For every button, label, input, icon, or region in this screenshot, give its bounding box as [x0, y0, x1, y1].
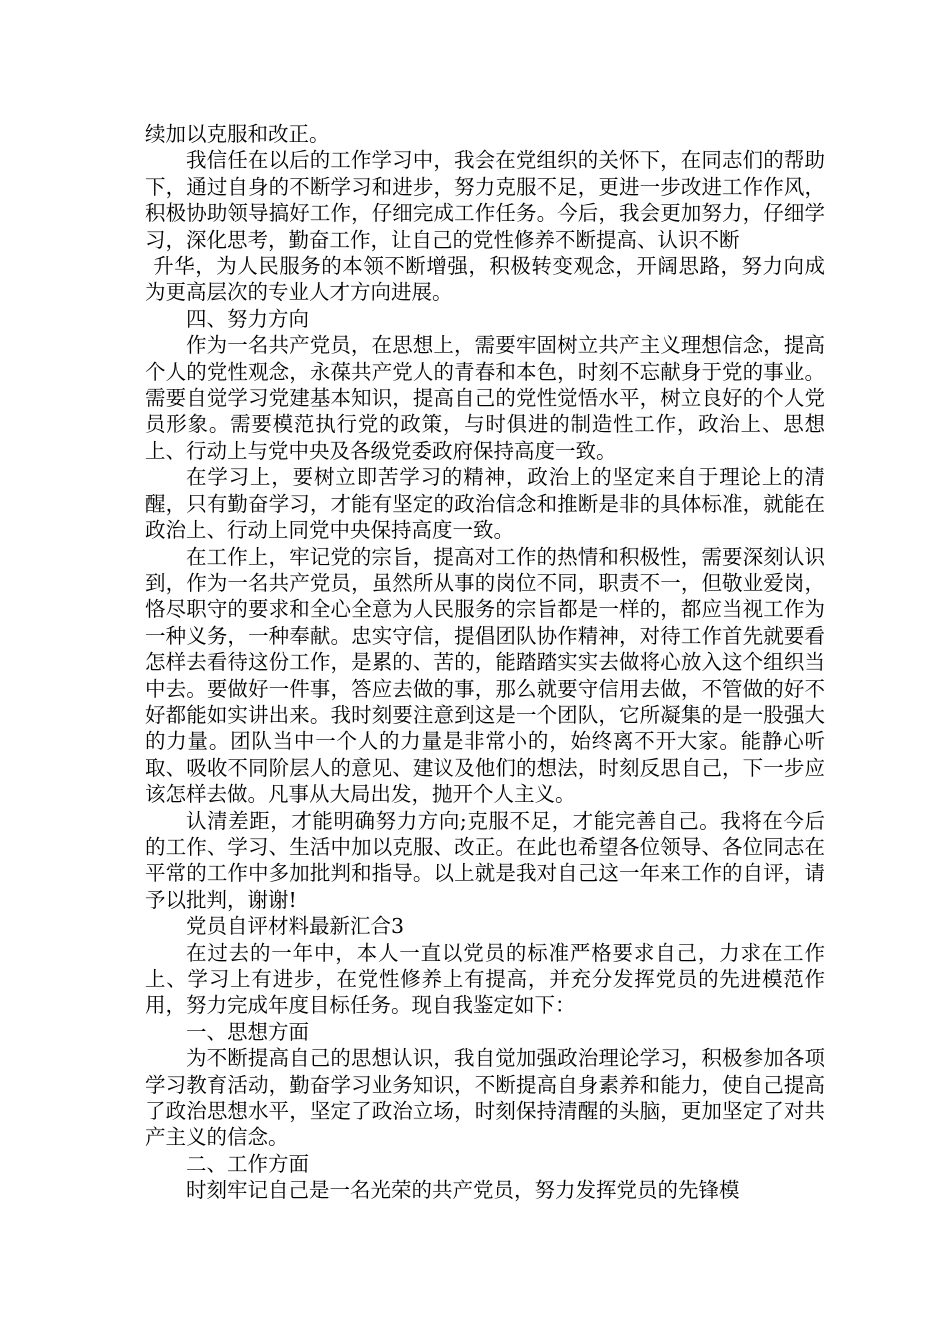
paragraph-commitment-cont: 升华，为人民服务的本领不断增强，积极转变观念，开阔思路，努力向成为更高层次的专业人才方向进展。 [145, 254, 825, 305]
section-heading-direction: 四、努力方向 [186, 306, 309, 331]
paragraph-study: 在学习上，要树立即苦学习的精神，政治上的坚定来自于理论上的清醒，只有勤奋学习，才能有坚定的政治信念和推断是非的具体标准，就能在政治上、行动上同党中央保持高度一致。 [145, 465, 825, 543]
paragraph-thought: 为不断提高自己的思想认识，我自觉加强政治理论学习，积极参加各项学习教育活动，勤奋学习业务知识，不断提高自身素养和能力，使自己提高了政治思想水平，坚定了政治立场，时刻保持清醒的头脑，更加坚定了对共产主义的信念。 [145, 1046, 825, 1150]
paragraph-intro: 在过去的一年中，本人一直以党员的标准严格要求自己，力求在工作上、学习上有进步，在党性修养上有提高，并充分发挥党员的先进模范作用，努力完成年度目标任务。现自我鉴定如下： [145, 940, 825, 1018]
paragraph-ideology: 作为一名共产党员，在思想上，需要牢固树立共产主义理想信念，提高个人的党性观念，永葆共产党人的青春和本色，时刻不忘献身于党的事业。需要自觉学习党建基本知识，提高自己的党性觉悟水平，树立良好的个人党员形象。需要模范执行党的政策，与时俱进的制造性工作，政治上、思想上、行动上与党中央及各级党委政府保持高度一致。 [145, 333, 825, 463]
article-title: 党员自评材料最新汇合3 [186, 914, 405, 939]
paragraph-work: 在工作上，牢记党的宗旨，提高对工作的热情和积极性，需要深刻认识到，作为一名共产党员，虽然所从事的岗位不同，职责不一，但敬业爱岗，恪尽职守的要求和全心全意为人民服务的宗旨都是一样的，都应当视工作为一种义务，一种奉献。忠实守信，提倡团队协作精神，对待工作首先就要看怎样去看待这份工作，是累的、苦的，能踏踏实实去做将心放入这个组织当中去。要做好一件事，答应去做的事，那么就要守信用去做，不管做的好不好都能如实讲出来。我时刻要注意到这是一个团队，它所凝集的是一股强大的力量。团队当中一个人的力量是非常小的，始终离不开大家。能静心听取、吸收不同阶层人的意见、建议及他们的想法，时刻反思自己，下一步应该怎样去做。凡事从大局出发，抛开个人主义。 [145, 544, 825, 807]
section-heading-work: 二、工作方面 [186, 1151, 309, 1176]
paragraph-commitment: 我信任在以后的工作学习中，我会在党组织的关怀下，在同志们的帮助下，通过自身的不断学习和进步，努力克服不足，更进一步改进工作作风，积极协助领导搞好工作，仔细完成工作任务。今后，我会更加努力，仔细学习，深化思考，勤奋工作，让自己的党性修养不断提高、认识不断 [145, 148, 825, 252]
document-page [145, 121, 825, 1204]
section-heading-thought: 一、思想方面 [186, 1019, 309, 1044]
paragraph-conclusion: 认清差距，才能明确努力方向;克服不足，才能完善自己。我将在今后的工作、学习、生活中加以克服、改正。在此也希望各位领导、各位同志在平常的工作中多加批判和指导。以上就是我对自己这一年来工作的自评，请予以批判，谢谢! [145, 808, 825, 912]
paragraph-work-start: 时刻牢记自己是一名光荣的共产党员，努力发挥党员的先锋模 [186, 1178, 740, 1203]
paragraph-continuation: 续加以克服和改正。 [145, 122, 330, 146]
